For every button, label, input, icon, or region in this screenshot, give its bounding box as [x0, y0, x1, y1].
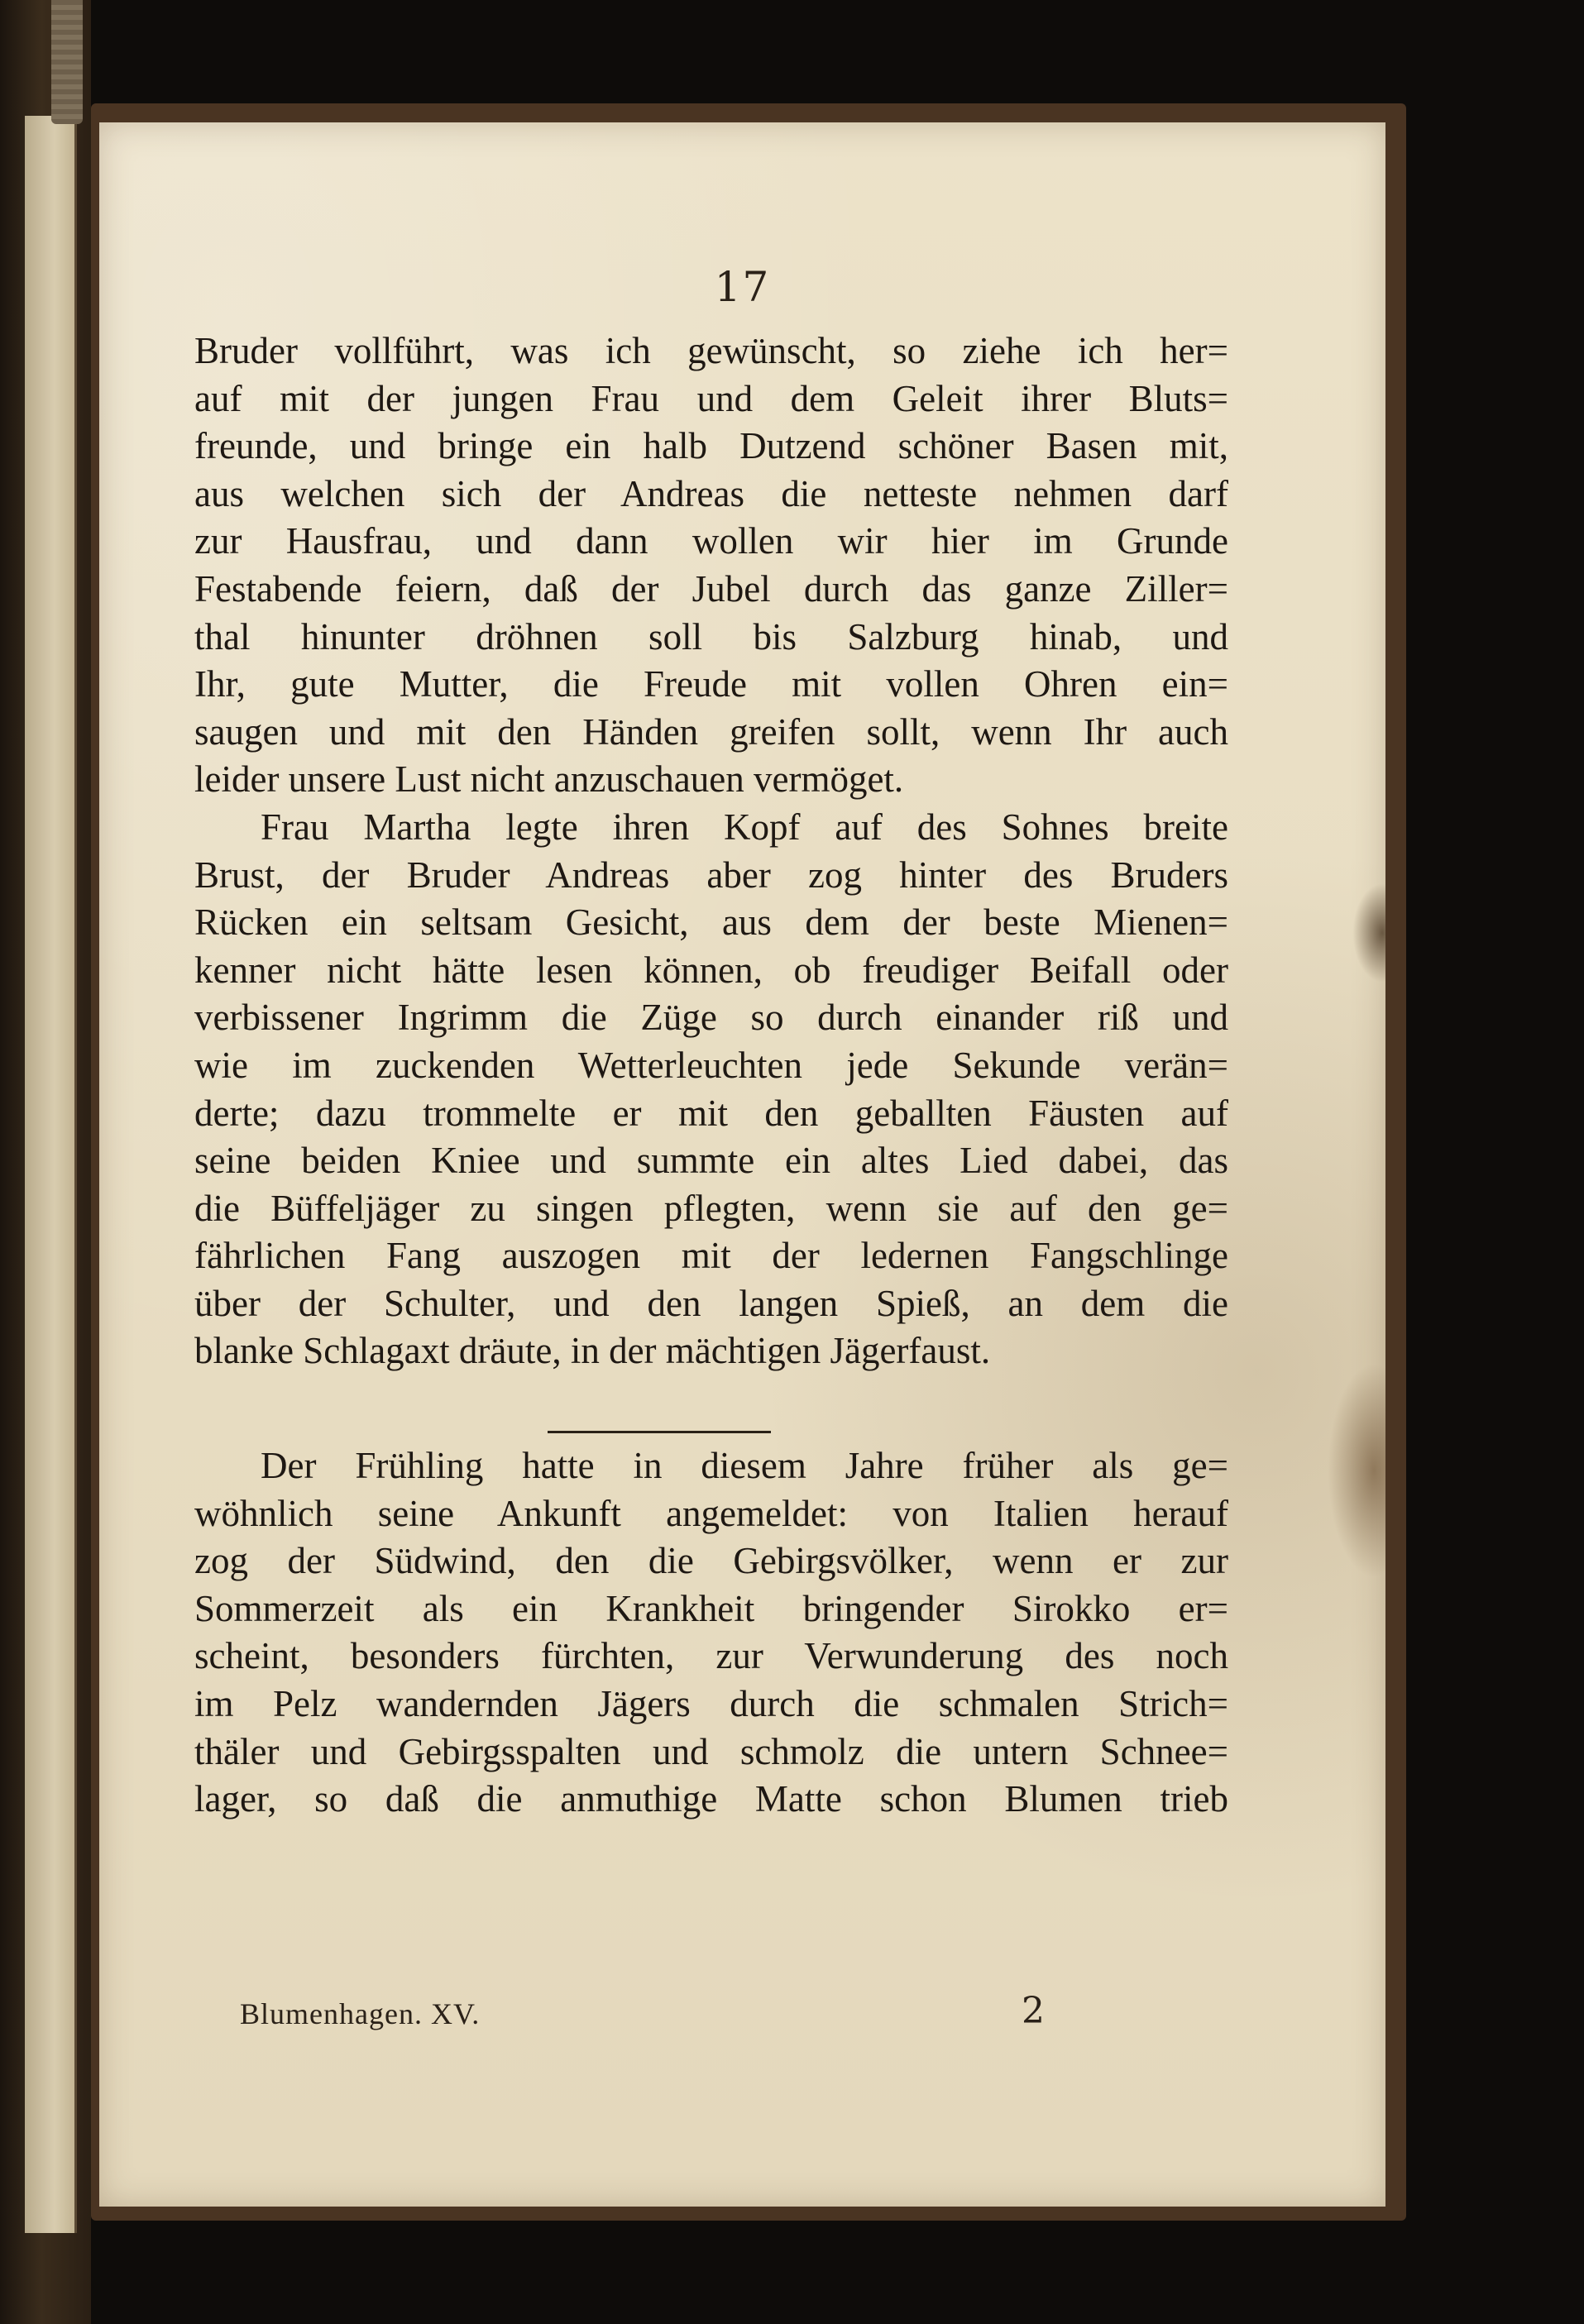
text-line: wie im zuckenden Wetterleuchten jede Sekunde verän=: [194, 1044, 1228, 1086]
text-line: zur Hausfrau, und dann wollen wir hier im Grunde: [194, 520, 1228, 562]
page-stain-lower: [1328, 1363, 1385, 1578]
text-line: Brust, der Bruder Andreas aber zog hinter des Bruders: [194, 854, 1228, 896]
text-line: saugen und mit den Händen greifen sollt, wenn Ihr auch: [194, 710, 1228, 753]
book-binding-edge: [0, 0, 91, 2324]
footer-sheet-number: 2: [1022, 1990, 1045, 2032]
text-line: Rücken ein seltsam Gesicht, aus dem der beste Mienen=: [194, 901, 1228, 944]
text-line: lager, so daß die anmuthige Matte schon Blumen trieb: [194, 1778, 1228, 1820]
previous-page-edge: [25, 116, 77, 2233]
text-line: die Büffeljäger zu singen pflegten, wenn sie auf den ge=: [194, 1187, 1228, 1229]
book-page: [99, 122, 1385, 2207]
text-line: blanke Schlagaxt dräute, in der mächtigen Jägerfaust.: [194, 1330, 991, 1372]
text-line: aus welchen sich der Andreas die netteste nehmen darf: [194, 472, 1228, 514]
text-line: Sommerzeit als ein Krankheit bringender Sirokko er=: [194, 1587, 1228, 1629]
text-line: thäler und Gebirgsspalten und schmolz die untern Schnee=: [194, 1730, 1228, 1772]
text-line: freunde, und bringe ein halb Dutzend schöner Basen mit,: [194, 425, 1228, 467]
text-line: Bruder vollführt, was ich gewünscht, so ziehe ich her=: [194, 330, 1228, 371]
text-line: zog der Südwind, den die Gebirgsvölker, wenn er zur: [194, 1540, 1228, 1582]
text-line: fährlichen Fang auszogen mit der ledernen Fangschlinge: [194, 1235, 1228, 1277]
page-stain-upper: [1352, 883, 1385, 983]
text-line: über der Schulter, und den langen Spieß, an dem die: [194, 1282, 1228, 1324]
text-line: leider unsere Lust nicht anzuschauen vermöget.: [194, 758, 904, 801]
bookmark-ribbon: [51, 0, 83, 124]
text-block-upper: [194, 328, 1228, 1375]
text-line: thal hinunter dröhnen soll bis Salzburg hinab, und: [194, 615, 1228, 658]
text-line: auf mit der jungen Frau und dem Geleit ihrer Bluts=: [194, 377, 1228, 419]
text-line: Festabende feiern, daß der Jubel durch das ganze Ziller=: [194, 567, 1228, 610]
text-line: derte; dazu trommelte er mit den geballten Fäusten auf: [194, 1092, 1228, 1134]
section-divider-rule: [548, 1431, 771, 1433]
text-line: seine beiden Kniee und summte ein altes Lied dabei, das: [194, 1140, 1228, 1182]
text-line: kenner nicht hätte lesen können, ob freudiger Beifall oder: [194, 949, 1228, 991]
text-line: Der Frühling hatte in diesem Jahre früher als ge=: [261, 1445, 1228, 1486]
text-line: scheint, besonders fürchten, zur Verwunderung des noch: [194, 1635, 1228, 1677]
text-line: verbissener Ingrimm die Züge so durch einander riß und: [194, 997, 1228, 1039]
page-number: 17: [714, 263, 771, 311]
text-line: wöhnlich seine Ankunft angemeldet: von Italien herauf: [194, 1492, 1228, 1534]
text-block-lower: [194, 1442, 1228, 1824]
text-line: im Pelz wandernden Jägers durch die schmalen Strich=: [194, 1682, 1228, 1724]
text-line: Frau Martha legte ihren Kopf auf des Sohnes breite: [261, 806, 1228, 848]
text-line: Ihr, gute Mutter, die Freude mit vollen Ohren ein=: [194, 663, 1228, 705]
footer-signature-mark: Blumenhagen. XV.: [240, 1997, 481, 2030]
